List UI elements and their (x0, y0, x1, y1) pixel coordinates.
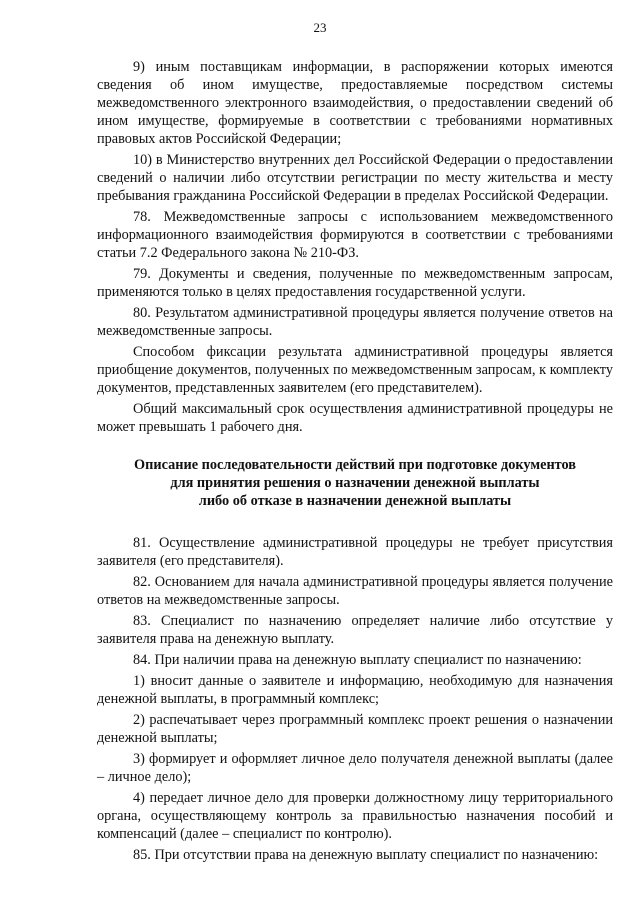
paragraph-84: 84. При наличии права на денежную выплату специалист по назначению: (133, 652, 582, 668)
paragraph-85: 85. При отсутствии права на денежную выплату специалист по назначению: (133, 847, 599, 863)
section-heading (97, 456, 613, 510)
paragraph-82: 82. Основанием для начала административной процедуры является получение ответов на межведомственные запросы. (97, 574, 613, 608)
paragraph-83: 83. Специалист по назначению определяет наличие либо отсутствие у заявителя права на денежную выплату. (97, 613, 613, 647)
list-item-2: 2) распечатывает через программный комплекс проект решения о назначении денежной выплаты; (97, 712, 613, 746)
document-body (97, 58, 613, 867)
section-heading-line-1: Описание последовательности действий при подготовке документов (133, 457, 577, 473)
list-item-4: 4) передает личное дело для проверки должностному лицу территориального органа, осуществляющему контроль за правильностью назначения пособий и компенсаций (далее – специалист по контролю). (97, 790, 613, 842)
paragraph-81: 81. Осуществление административной процедуры не требует присутствия заявителя (его представителя). (97, 535, 613, 569)
paragraph-max-term: Общий максимальный срок осуществления административной процедуры не может превышать 1 рабочего дня. (97, 401, 613, 435)
paragraph-item-10: 10) в Министерство внутренних дел Российской Федерации о предоставлении сведений о наличии либо отсутствии регистрации по месту жительства и месту пребывания гражданина Российской Федерации в пределах Российской Федерации. (97, 152, 613, 204)
list-item-1: 1) вносит данные о заявителе и информацию, необходимую для назначения денежной выплаты, в программный комплекс; (97, 673, 613, 707)
paragraph-78: 78. Межведомственные запросы с использованием межведомственного информационного взаимодействия формируются в соответствии с требованиями статьи 7.2 Федерального закона № 210-ФЗ. (97, 209, 613, 261)
paragraph-fixation-method: Способом фиксации результата административной процедуры является приобщение документов, полученных по межведомственным запросам, к комплекту документов, представленных заявителем (его представителем). (97, 344, 613, 396)
paragraph-79: 79. Документы и сведения, полученные по межведомственным запросам, применяются только в целях предоставления государственной услуги. (97, 266, 613, 300)
page-number: 23 (313, 20, 327, 35)
paragraph-80: 80. Результатом административной процедуры является получение ответов на межведомственные запросы. (97, 305, 613, 339)
section-heading-line-3: либо об отказе в назначении денежной выплаты (198, 493, 512, 509)
section-heading-line-2: для принятия решения о назначении денежной выплаты (170, 475, 540, 491)
list-item-3: 3) формирует и оформляет личное дело получателя денежной выплаты (далее – личное дело); (97, 751, 613, 785)
paragraph-item-9: 9) иным поставщикам информации, в распоряжении которых имеются сведения об ином имуществе, предоставляемые посредством системы межведомственного электронного взаимодействия, о предоставлении сведений об ином имуществе, формируемые в соответствии с требованиями нормативных правовых актов Российской Федерации; (97, 59, 613, 147)
